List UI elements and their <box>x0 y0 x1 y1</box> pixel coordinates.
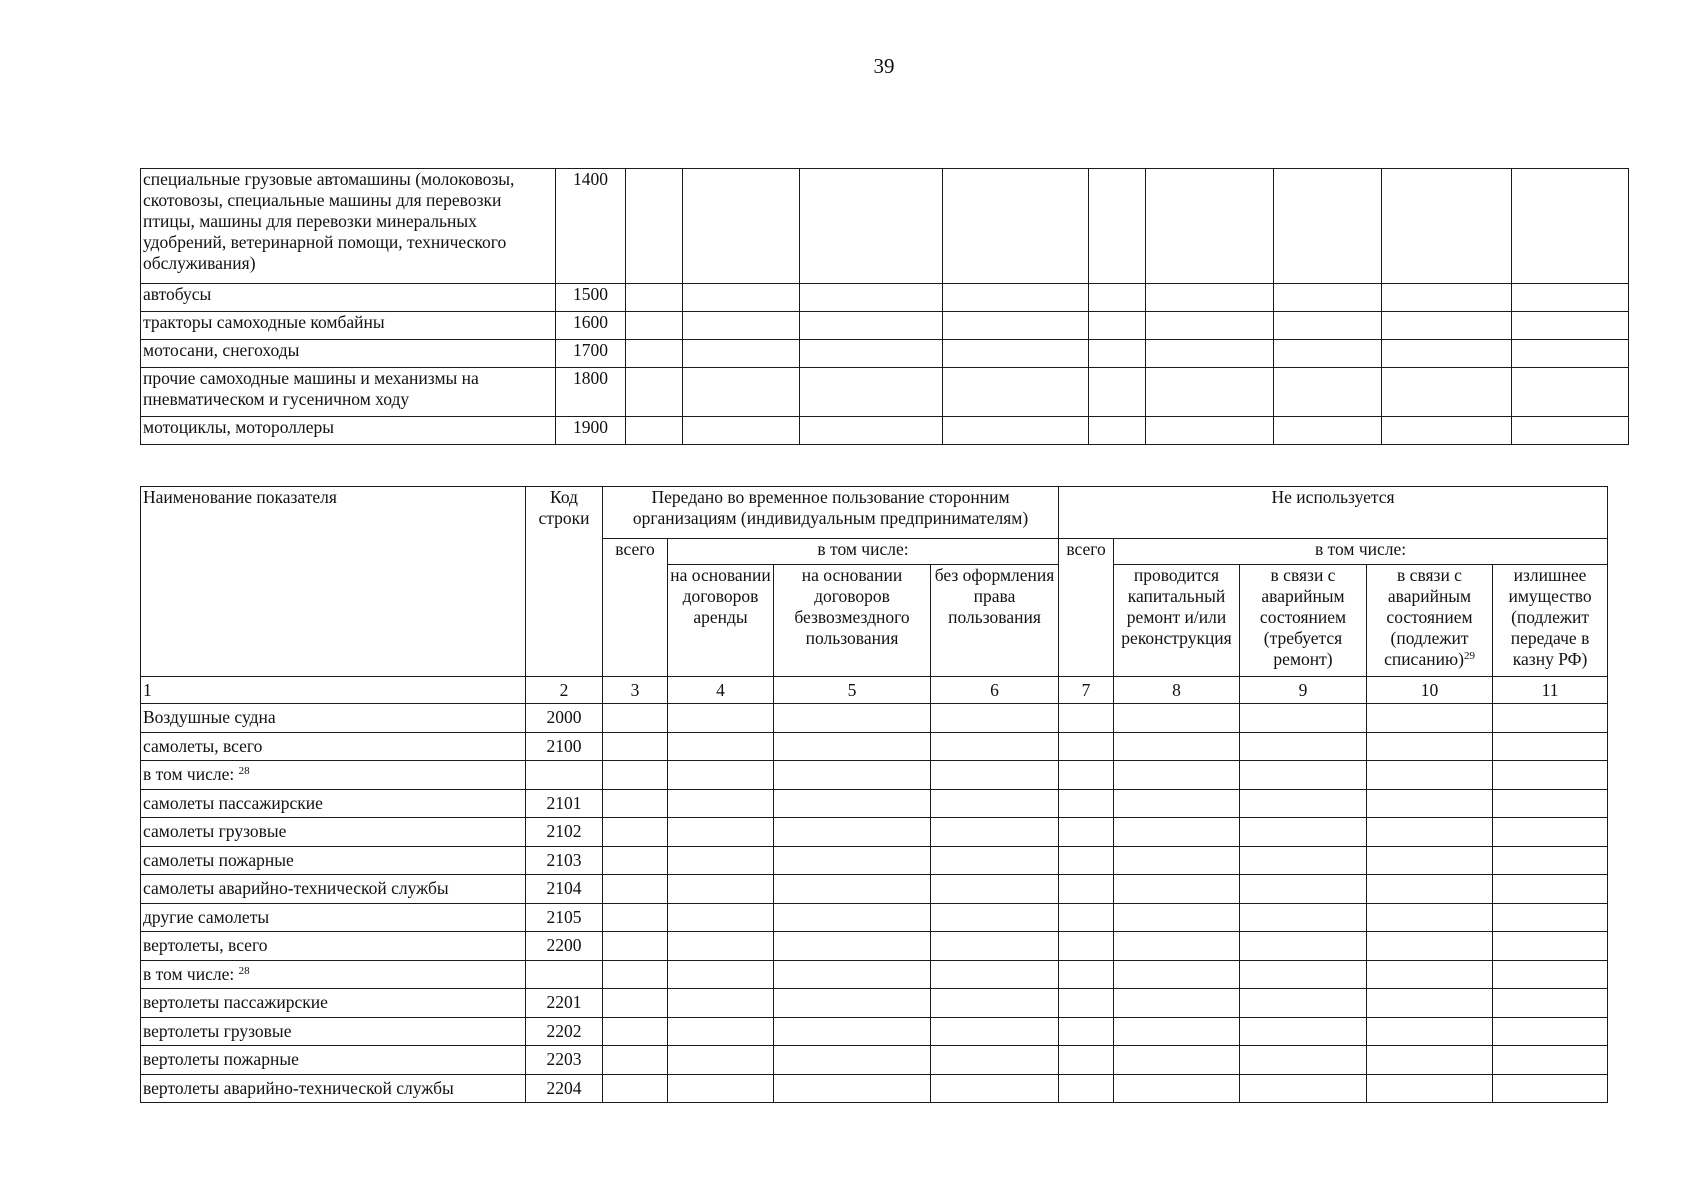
empty-cell <box>1493 789 1608 818</box>
table-row <box>141 312 1629 340</box>
header-including-transferred: в том числе: <box>668 539 1059 565</box>
empty-cell <box>603 932 668 961</box>
row-code: 2203 <box>526 1046 603 1075</box>
empty-cell <box>774 761 931 790</box>
empty-cell <box>800 417 943 445</box>
empty-cell <box>1089 340 1146 368</box>
column-number: 6 <box>931 677 1059 704</box>
empty-cell <box>1089 284 1146 312</box>
empty-cell <box>603 1046 668 1075</box>
row-name <box>141 789 526 818</box>
empty-cell <box>931 818 1059 847</box>
row-code: 1800 <box>556 368 626 417</box>
row-name <box>141 1017 526 1046</box>
empty-cell <box>1146 340 1274 368</box>
empty-cell <box>668 818 774 847</box>
row-name-text: самолеты пожарные <box>143 849 294 870</box>
empty-cell <box>1493 704 1608 733</box>
row-code: 2100 <box>526 732 603 761</box>
empty-cell <box>1059 846 1114 875</box>
row-name <box>141 704 526 733</box>
row-name <box>141 761 526 790</box>
empty-cell <box>603 818 668 847</box>
empty-cell <box>774 789 931 818</box>
table-row <box>141 1017 1608 1046</box>
header-indicator-name: Наименование показателя <box>141 487 526 677</box>
empty-cell <box>774 989 931 1018</box>
empty-cell <box>1059 732 1114 761</box>
empty-cell <box>626 312 683 340</box>
empty-cell <box>931 932 1059 961</box>
empty-cell <box>1089 312 1146 340</box>
header-col-emergency-writeoff: в связи с аварийным состоянием (подлежит списанию)$^{29}$ <box>1367 565 1493 677</box>
empty-cell <box>626 368 683 417</box>
empty-cell <box>931 732 1059 761</box>
empty-cell <box>668 761 774 790</box>
header-col-lease: на основании договоров аренды <box>668 565 774 677</box>
empty-cell <box>1240 1074 1367 1103</box>
empty-cell <box>1367 789 1493 818</box>
empty-cell <box>1059 989 1114 1018</box>
empty-cell <box>1367 818 1493 847</box>
table-row <box>141 989 1608 1018</box>
empty-cell <box>774 704 931 733</box>
empty-cell <box>1114 903 1240 932</box>
empty-cell <box>1114 761 1240 790</box>
row-name: тракторы самоходные комбайны <box>141 312 556 340</box>
empty-cell <box>1493 903 1608 932</box>
row-name-text: самолеты грузовые <box>143 821 287 842</box>
empty-cell <box>1114 818 1240 847</box>
row-code <box>526 761 603 790</box>
empty-cell <box>1367 846 1493 875</box>
empty-cell <box>1059 761 1114 790</box>
empty-cell <box>1114 1074 1240 1103</box>
empty-cell <box>1240 875 1367 904</box>
footnote-ref: 28 <box>238 964 250 977</box>
empty-cell <box>1493 732 1608 761</box>
row-code <box>526 960 603 989</box>
empty-cell <box>931 1017 1059 1046</box>
row-code: 2103 <box>526 846 603 875</box>
column-number: 11 <box>1493 677 1608 704</box>
empty-cell <box>931 1046 1059 1075</box>
empty-cell <box>774 846 931 875</box>
empty-cell <box>800 340 943 368</box>
empty-cell <box>626 417 683 445</box>
row-name: автобусы <box>141 284 556 312</box>
empty-cell <box>1493 1074 1608 1103</box>
empty-cell <box>1059 903 1114 932</box>
empty-cell <box>668 704 774 733</box>
empty-cell <box>603 1017 668 1046</box>
header-col-repair: проводится капитальный ремонт и/или реконструкция <box>1114 565 1240 677</box>
empty-cell <box>1493 989 1608 1018</box>
empty-cell <box>1512 284 1629 312</box>
empty-cell <box>931 1074 1059 1103</box>
column-number: 8 <box>1114 677 1240 704</box>
empty-cell <box>774 903 931 932</box>
row-name <box>141 846 526 875</box>
empty-cell <box>626 340 683 368</box>
empty-cell <box>943 284 1089 312</box>
empty-cell <box>1493 846 1608 875</box>
empty-cell <box>1240 1046 1367 1075</box>
empty-cell <box>1493 932 1608 961</box>
empty-cell <box>1146 169 1274 284</box>
column-number: 10 <box>1367 677 1493 704</box>
empty-cell <box>1059 818 1114 847</box>
empty-cell <box>1382 312 1512 340</box>
empty-cell <box>1146 284 1274 312</box>
row-name-text: самолеты, всего <box>143 735 263 756</box>
empty-cell <box>1493 818 1608 847</box>
empty-cell <box>1367 704 1493 733</box>
row-name <box>141 732 526 761</box>
empty-cell <box>800 284 943 312</box>
empty-cell <box>931 903 1059 932</box>
empty-cell <box>1146 312 1274 340</box>
vehicles-table <box>140 168 1629 445</box>
row-name: специальные грузовые автомашины (молоковозы, скотовозы, специальные машины для перевозки птицы, машины для перевозки минеральных удобрений, ветеринарной помощи, технического обслуживания) <box>141 169 556 284</box>
empty-cell <box>1274 312 1382 340</box>
empty-cell <box>800 169 943 284</box>
empty-cell <box>1274 417 1382 445</box>
table-row <box>141 875 1608 904</box>
empty-cell <box>603 960 668 989</box>
row-name <box>141 1074 526 1103</box>
table-row <box>141 1074 1608 1103</box>
row-name-text: вертолеты аварийно-технической службы <box>143 1077 454 1098</box>
row-code: 2102 <box>526 818 603 847</box>
empty-cell <box>683 312 800 340</box>
table-row <box>141 732 1608 761</box>
empty-cell <box>1367 932 1493 961</box>
header-total-transferred: всего <box>603 539 668 677</box>
table-row <box>141 846 1608 875</box>
row-name <box>141 989 526 1018</box>
empty-cell <box>668 1017 774 1046</box>
empty-cell <box>683 368 800 417</box>
row-code: 2104 <box>526 875 603 904</box>
row-name <box>141 1046 526 1075</box>
empty-cell <box>1240 989 1367 1018</box>
empty-cell <box>668 932 774 961</box>
empty-cell <box>931 704 1059 733</box>
empty-cell <box>931 989 1059 1018</box>
row-code: 1600 <box>556 312 626 340</box>
empty-cell <box>1114 1017 1240 1046</box>
empty-cell <box>1240 704 1367 733</box>
table-row <box>141 340 1629 368</box>
empty-cell <box>1114 704 1240 733</box>
empty-cell <box>626 169 683 284</box>
empty-cell <box>1367 1046 1493 1075</box>
header-col-emergency-repair: в связи с аварийным состоянием (требуется ремонт) <box>1240 565 1367 677</box>
row-code: 1400 <box>556 169 626 284</box>
row-code: 2101 <box>526 789 603 818</box>
empty-cell <box>774 875 931 904</box>
row-name-text: в том числе: <box>143 963 235 984</box>
row-name-text: вертолеты грузовые <box>143 1020 292 1041</box>
header-col-surplus: излишнее имущество (подлежит передаче в казну РФ) <box>1493 565 1608 677</box>
empty-cell <box>668 960 774 989</box>
empty-cell <box>1367 903 1493 932</box>
row-name <box>141 875 526 904</box>
row-name: мотоциклы, мотороллеры <box>141 417 556 445</box>
empty-cell <box>1059 1046 1114 1075</box>
row-code: 1900 <box>556 417 626 445</box>
empty-cell <box>668 732 774 761</box>
empty-cell <box>1059 875 1114 904</box>
empty-cell <box>931 789 1059 818</box>
table-row <box>141 284 1629 312</box>
empty-cell <box>603 1074 668 1103</box>
empty-cell <box>683 169 800 284</box>
empty-cell <box>668 875 774 904</box>
column-numbers-row <box>141 677 1608 704</box>
header-including-unused: в том числе: <box>1114 539 1608 565</box>
empty-cell <box>1240 789 1367 818</box>
empty-cell <box>1367 989 1493 1018</box>
empty-cell <box>1493 960 1608 989</box>
row-name: прочие самоходные машины и механизмы на пневматическом и гусеничном ходу <box>141 368 556 417</box>
row-name <box>141 818 526 847</box>
row-name <box>141 903 526 932</box>
row-code: 1700 <box>556 340 626 368</box>
header-total-unused: всего <box>1059 539 1114 677</box>
row-name <box>141 932 526 961</box>
empty-cell <box>1493 875 1608 904</box>
empty-cell <box>800 368 943 417</box>
table-row <box>141 704 1608 733</box>
row-name-text: вертолеты пассажирские <box>143 992 328 1013</box>
empty-cell <box>943 417 1089 445</box>
row-name-text: вертолеты пожарные <box>143 1049 299 1070</box>
table-row <box>141 818 1608 847</box>
column-number: 3 <box>603 677 668 704</box>
empty-cell <box>774 1046 931 1075</box>
empty-cell <box>1089 169 1146 284</box>
empty-cell <box>1114 960 1240 989</box>
empty-cell <box>774 960 931 989</box>
empty-cell <box>1382 417 1512 445</box>
empty-cell <box>931 960 1059 989</box>
empty-cell <box>774 1017 931 1046</box>
row-name-text: вертолеты, всего <box>143 935 268 956</box>
table-row <box>141 932 1608 961</box>
empty-cell <box>668 789 774 818</box>
empty-cell <box>668 989 774 1018</box>
empty-cell <box>683 340 800 368</box>
table-row <box>141 903 1608 932</box>
empty-cell <box>603 875 668 904</box>
row-code: 2201 <box>526 989 603 1018</box>
row-code: 1500 <box>556 284 626 312</box>
empty-cell <box>1367 960 1493 989</box>
empty-cell <box>1089 417 1146 445</box>
empty-cell <box>1059 704 1114 733</box>
empty-cell <box>1367 1017 1493 1046</box>
empty-cell <box>683 417 800 445</box>
empty-cell <box>603 989 668 1018</box>
empty-cell <box>774 732 931 761</box>
empty-cell <box>1274 169 1382 284</box>
empty-cell <box>1114 1046 1240 1075</box>
row-name-text: в том числе: <box>143 764 235 785</box>
empty-cell <box>774 818 931 847</box>
empty-cell <box>1114 989 1240 1018</box>
row-name: мотосани, снегоходы <box>141 340 556 368</box>
empty-cell <box>603 704 668 733</box>
table-row <box>141 368 1629 417</box>
empty-cell <box>774 932 931 961</box>
empty-cell <box>1240 818 1367 847</box>
empty-cell <box>1367 1074 1493 1103</box>
row-name-text: самолеты аварийно-технической службы <box>143 878 449 899</box>
empty-cell <box>1367 761 1493 790</box>
empty-cell <box>1274 284 1382 312</box>
column-number: 1 <box>141 677 526 704</box>
empty-cell <box>931 761 1059 790</box>
header-transferred: Передано во временное пользование сторонним организациям (индивидуальным предпринимателям) <box>603 487 1059 539</box>
row-code: 2204 <box>526 1074 603 1103</box>
empty-cell <box>1114 732 1240 761</box>
empty-cell <box>1493 1017 1608 1046</box>
aircraft-usage-table <box>140 486 1608 1103</box>
empty-cell <box>1059 1074 1114 1103</box>
empty-cell <box>603 789 668 818</box>
header-unused: Не используется <box>1059 487 1608 539</box>
empty-cell <box>800 312 943 340</box>
empty-cell <box>1059 1017 1114 1046</box>
empty-cell <box>931 846 1059 875</box>
empty-cell <box>668 846 774 875</box>
empty-cell <box>1274 340 1382 368</box>
header-row-code: Код строки <box>526 487 603 677</box>
table-row <box>141 417 1629 445</box>
empty-cell <box>1382 169 1512 284</box>
empty-cell <box>1114 932 1240 961</box>
column-number: 7 <box>1059 677 1114 704</box>
empty-cell <box>1274 368 1382 417</box>
empty-cell <box>1114 789 1240 818</box>
empty-cell <box>1512 312 1629 340</box>
page-number: 39 <box>873 54 895 78</box>
row-code: 2105 <box>526 903 603 932</box>
table-row <box>141 1046 1608 1075</box>
empty-cell <box>1114 875 1240 904</box>
empty-cell <box>1367 875 1493 904</box>
empty-cell <box>1059 789 1114 818</box>
empty-cell <box>1512 368 1629 417</box>
empty-cell <box>1089 368 1146 417</box>
empty-cell <box>774 1074 931 1103</box>
empty-cell <box>1493 1046 1608 1075</box>
empty-cell <box>943 312 1089 340</box>
header-col-no-right: без оформления права пользования <box>931 565 1059 677</box>
empty-cell <box>943 368 1089 417</box>
row-name <box>141 960 526 989</box>
empty-cell <box>1240 1017 1367 1046</box>
empty-cell <box>1240 761 1367 790</box>
empty-cell <box>668 903 774 932</box>
empty-cell <box>1240 932 1367 961</box>
empty-cell <box>626 284 683 312</box>
table-row <box>141 169 1629 284</box>
empty-cell <box>668 1074 774 1103</box>
empty-cell <box>1382 340 1512 368</box>
table-row <box>141 960 1608 989</box>
empty-cell <box>603 903 668 932</box>
empty-cell <box>931 875 1059 904</box>
table-row <box>141 789 1608 818</box>
table-row <box>141 761 1608 790</box>
row-code: 2202 <box>526 1017 603 1046</box>
column-number: 9 <box>1240 677 1367 704</box>
empty-cell <box>1240 732 1367 761</box>
row-name-text: самолеты пассажирские <box>143 792 323 813</box>
empty-cell <box>603 761 668 790</box>
row-code: 2000 <box>526 704 603 733</box>
empty-cell <box>1240 846 1367 875</box>
empty-cell <box>1059 932 1114 961</box>
empty-cell <box>1512 417 1629 445</box>
column-number: 5 <box>774 677 931 704</box>
empty-cell <box>1059 960 1114 989</box>
empty-cell <box>1493 761 1608 790</box>
header-col-free-use: на основании договоров безвозмездного пользования <box>774 565 931 677</box>
empty-cell <box>1512 340 1629 368</box>
row-code: 2200 <box>526 932 603 961</box>
empty-cell <box>603 732 668 761</box>
empty-cell <box>943 169 1089 284</box>
column-number: 4 <box>668 677 774 704</box>
empty-cell <box>1382 368 1512 417</box>
empty-cell <box>1146 417 1274 445</box>
empty-cell <box>1146 368 1274 417</box>
empty-cell <box>668 1046 774 1075</box>
row-name-text: Воздушные судна <box>143 707 276 728</box>
row-name-text: другие самолеты <box>143 906 270 927</box>
empty-cell <box>683 284 800 312</box>
empty-cell <box>603 846 668 875</box>
empty-cell <box>1382 284 1512 312</box>
empty-cell <box>1512 169 1629 284</box>
empty-cell <box>1240 903 1367 932</box>
column-number: 2 <box>526 677 603 704</box>
empty-cell <box>1367 732 1493 761</box>
footnote-ref: 28 <box>238 765 250 778</box>
empty-cell <box>1240 960 1367 989</box>
empty-cell <box>1114 846 1240 875</box>
empty-cell <box>943 340 1089 368</box>
